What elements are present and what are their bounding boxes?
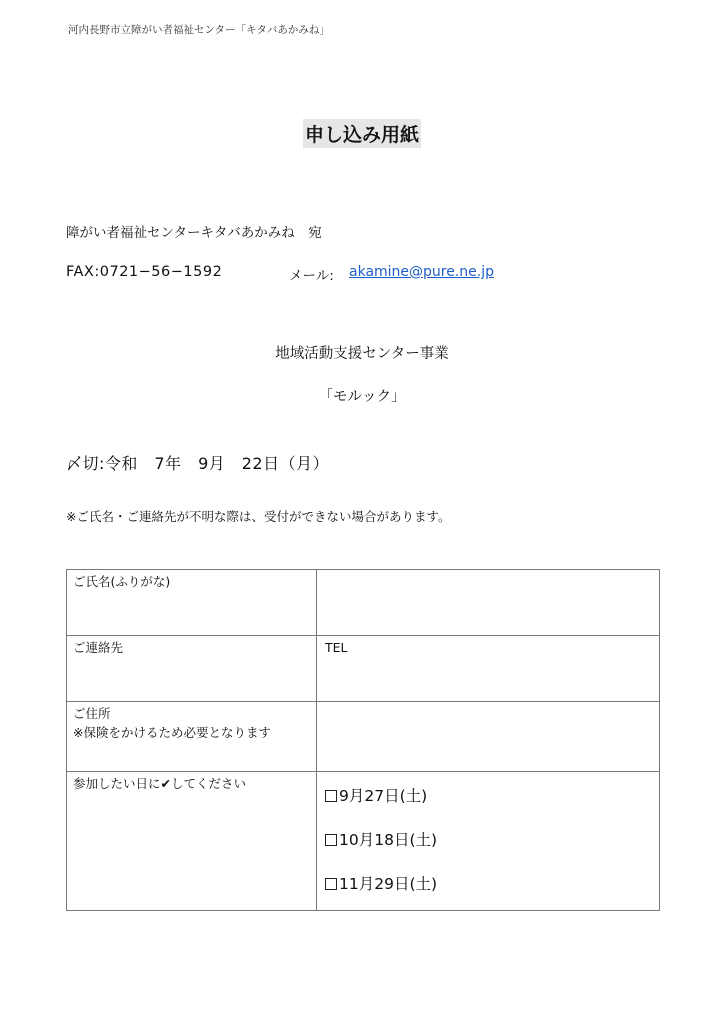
notice-text: ※ご氏名・ご連絡先が不明な際は、受付ができない場合があります。 xyxy=(66,509,451,524)
checkbox[interactable] xyxy=(325,790,337,802)
event-title: 「モルック」 xyxy=(318,389,406,405)
table-row xyxy=(67,772,660,911)
page-title-wrap xyxy=(0,119,724,148)
date-option-label: 11月29日(土) xyxy=(339,875,438,893)
address-label-cell xyxy=(67,702,317,772)
dates-label: 参加したい日に✔してください xyxy=(67,772,317,911)
table-row xyxy=(67,702,660,772)
date-option-label: 10月18日(土) xyxy=(339,831,438,849)
date-options xyxy=(317,772,660,911)
application-form-table xyxy=(66,569,660,911)
checkbox[interactable] xyxy=(325,878,337,890)
tel-label: TEL xyxy=(325,640,348,655)
date-option-label: 9月27日(土) xyxy=(339,787,428,805)
date-option-1[interactable] xyxy=(325,785,653,819)
addressee: 障がい者福祉センターキタバあかみね 宛 xyxy=(66,225,322,241)
table-row xyxy=(67,570,660,636)
fax-number: FAX:0721−56−1592 xyxy=(66,264,223,280)
date-option-3[interactable] xyxy=(325,873,653,907)
name-field[interactable] xyxy=(317,570,660,636)
event-name: 地域活動支援センター事業 xyxy=(275,346,449,362)
checkbox[interactable] xyxy=(325,834,337,846)
deadline: 〆切:令和 7年 9月 22日（月） xyxy=(66,454,330,473)
table-row xyxy=(67,636,660,702)
contact-field[interactable] xyxy=(317,636,660,702)
email-link[interactable]: akamine@pure.ne.jp xyxy=(349,264,495,280)
organization-header: 河内長野市立障がい者福祉センター「キタバあかみね」 xyxy=(68,24,330,36)
date-option-2[interactable] xyxy=(325,829,653,863)
address-note: ※保険をかけるため必要となります xyxy=(73,724,271,740)
address-field[interactable] xyxy=(317,702,660,772)
mail-label: メール: xyxy=(289,268,334,284)
address-label: ご住所 xyxy=(73,706,111,721)
contact-label: ご連絡先 xyxy=(67,636,317,702)
page-title: 申し込み用紙 xyxy=(303,119,421,148)
name-label: ご氏名(ふりがな) xyxy=(67,570,317,636)
